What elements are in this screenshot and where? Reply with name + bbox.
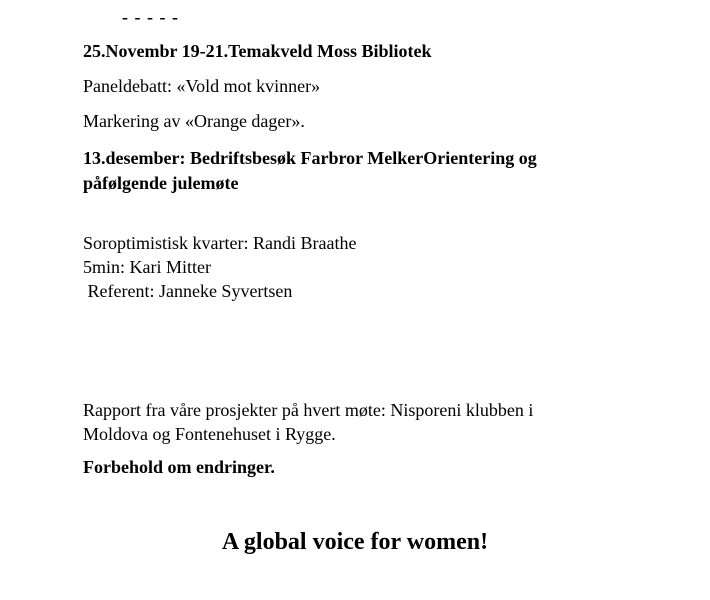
role-soroptimist-quarter: Soroptimistisk kvarter: Randi Braathe bbox=[83, 233, 357, 253]
tagline: A global voice for women! bbox=[221, 529, 489, 555]
separator-dashes: - - - - - bbox=[122, 7, 179, 27]
role-referent: Referent: Janneke Syvertsen bbox=[83, 281, 293, 301]
report-text-line1: Rapport fra våre prosjekter på hvert møte: Nisporeni klubben i bbox=[83, 400, 534, 420]
role-five-minutes: 5min: Kari Mitter bbox=[83, 257, 211, 277]
event-heading-december: 13.desember: Bedriftsbesøk Farbror MelkerOrientering og bbox=[83, 148, 537, 168]
event-heading-november: 25.Novembr 19-21.Temakveld Moss Bibliotek bbox=[83, 41, 432, 61]
disclaimer: Forbehold om endringer. bbox=[83, 457, 275, 477]
event-detail-panel-debate: Paneldebatt: «Vold mot kvinner» bbox=[83, 76, 321, 96]
event-heading-december-cont: påfølgende julemøte bbox=[83, 173, 239, 193]
report-text-line2: Moldova og Fontenehuset i Rygge. bbox=[83, 424, 336, 444]
event-detail-orange-days: Markering av «Orange dager». bbox=[83, 111, 305, 131]
